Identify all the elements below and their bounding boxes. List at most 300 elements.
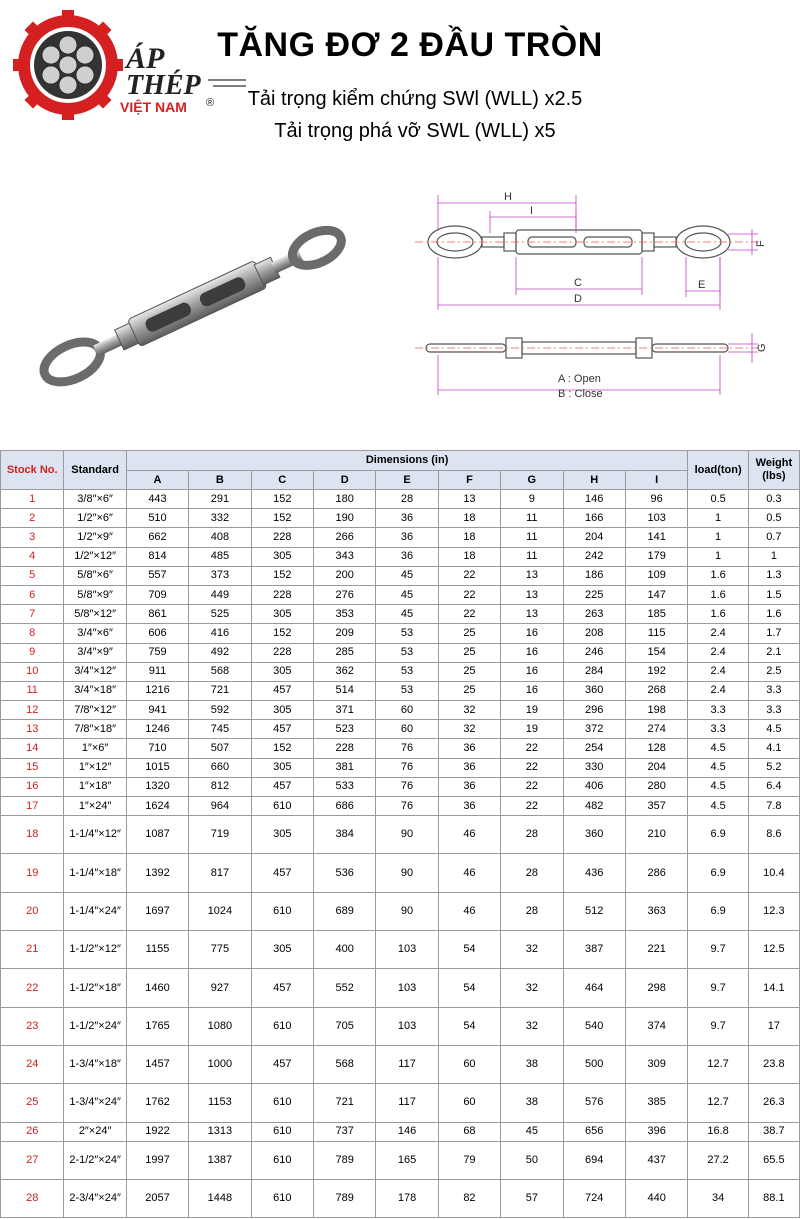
cell-dim-c: 305: [251, 701, 313, 720]
cell-dim-g: 38: [501, 1045, 563, 1083]
cell-dim-i: 363: [625, 892, 688, 930]
cell-dim-a: 1765: [126, 1007, 188, 1045]
cell-dim-f: 54: [438, 931, 500, 969]
table-row: [1, 1180, 800, 1218]
cell-weight: 2.5: [748, 662, 799, 681]
cell-dim-a: 759: [126, 643, 188, 662]
svg-text:H: H: [504, 191, 512, 203]
cell-dim-b: 775: [189, 931, 251, 969]
cell-dim-i: 103: [625, 509, 688, 528]
cell-load: 27.2: [688, 1141, 748, 1179]
cell-dim-g: 11: [501, 547, 563, 566]
cell-dim-a: 861: [126, 605, 188, 624]
header-stock-no: Stock No.: [1, 451, 64, 490]
cell-dim-a: 510: [126, 509, 188, 528]
cell-dim-e: 117: [376, 1045, 438, 1083]
cell-dim-b: 1313: [189, 1122, 251, 1141]
header-dim-a: A: [126, 471, 188, 490]
cell-dim-g: 22: [501, 797, 563, 816]
cell-dim-e: 165: [376, 1141, 438, 1179]
cell-dim-d: 228: [313, 739, 375, 758]
cell-dim-e: 53: [376, 643, 438, 662]
cell-weight: 1.6: [748, 605, 799, 624]
cell-dim-i: 204: [625, 758, 688, 777]
cell-dim-d: 514: [313, 681, 375, 700]
cell-standard: 1-3/4″×18″: [64, 1045, 126, 1083]
cell-dim-h: 436: [563, 854, 625, 892]
cell-dim-c: 152: [251, 509, 313, 528]
cell-dim-e: 76: [376, 758, 438, 777]
proof-load-note: Tải trọng kiểm chứng SWl (WLL) x2.5: [247, 88, 583, 110]
cell-dim-i: 185: [625, 605, 688, 624]
header-dimensions: Dimensions (in): [126, 451, 688, 471]
cell-dim-d: 190: [313, 509, 375, 528]
cell-dim-c: 305: [251, 662, 313, 681]
table-row: [1, 739, 800, 758]
cell-dim-c: 610: [251, 892, 313, 930]
cell-dim-h: 500: [563, 1045, 625, 1083]
cell-dim-i: 109: [625, 566, 688, 585]
cell-dim-c: 228: [251, 528, 313, 547]
cell-dim-d: 381: [313, 758, 375, 777]
cell-weight: 3.3: [748, 701, 799, 720]
cell-dim-h: 387: [563, 931, 625, 969]
cell-dim-b: 408: [189, 528, 251, 547]
cell-dim-g: 16: [501, 624, 563, 643]
cell-load: 9.7: [688, 931, 748, 969]
cell-dim-a: 1460: [126, 969, 188, 1007]
cell-dim-a: 1320: [126, 777, 188, 796]
cell-dim-c: 305: [251, 758, 313, 777]
cell-load: 1.6: [688, 605, 748, 624]
table-row: [1, 777, 800, 796]
cell-load: 34: [688, 1180, 748, 1218]
cell-dim-h: 208: [563, 624, 625, 643]
cell-standard: 2-3/4″×24″: [64, 1180, 126, 1218]
svg-text:ÁP: ÁP: [126, 42, 165, 75]
cell-stock-no: 15: [1, 758, 64, 777]
header-weight: Weight (lbs): [748, 451, 799, 490]
cell-load: 4.5: [688, 758, 748, 777]
header-dim-b: B: [189, 471, 251, 490]
cell-dim-i: 286: [625, 854, 688, 892]
cell-load: 9.7: [688, 1007, 748, 1045]
svg-text:I: I: [530, 205, 534, 217]
cell-dim-i: 309: [625, 1045, 688, 1083]
cell-standard: 1-1/4″×12″: [64, 816, 126, 854]
cell-stock-no: 5: [1, 566, 64, 585]
cell-weight: 1.7: [748, 624, 799, 643]
cell-weight: 2.1: [748, 643, 799, 662]
cell-dim-d: 523: [313, 720, 375, 739]
cell-dim-d: 371: [313, 701, 375, 720]
cell-dim-c: 305: [251, 605, 313, 624]
cell-dim-f: 22: [438, 585, 500, 604]
cell-dim-b: 1080: [189, 1007, 251, 1045]
cell-dim-a: 941: [126, 701, 188, 720]
cell-weight: 1.5: [748, 585, 799, 604]
cell-stock-no: 16: [1, 777, 64, 796]
cell-dim-d: 384: [313, 816, 375, 854]
table-row: [1, 1084, 800, 1122]
header-dim-h: H: [563, 471, 625, 490]
cell-dim-h: 296: [563, 701, 625, 720]
cell-stock-no: 10: [1, 662, 64, 681]
cell-weight: 12.5: [748, 931, 799, 969]
cell-dim-i: 96: [625, 490, 688, 509]
cell-dim-b: 373: [189, 566, 251, 585]
table-row: [1, 1122, 800, 1141]
cell-dim-a: 2057: [126, 1180, 188, 1218]
cell-dim-b: 332: [189, 509, 251, 528]
cell-dim-f: 79: [438, 1141, 500, 1179]
cell-dim-a: 1457: [126, 1045, 188, 1083]
cell-weight: 17: [748, 1007, 799, 1045]
header-load: load(ton): [688, 451, 748, 490]
cell-dim-i: 115: [625, 624, 688, 643]
cell-weight: 0.7: [748, 528, 799, 547]
cell-dim-d: 266: [313, 528, 375, 547]
cell-standard: 1″×12″: [64, 758, 126, 777]
cell-weight: 38.7: [748, 1122, 799, 1141]
cell-dim-d: 200: [313, 566, 375, 585]
cell-stock-no: 23: [1, 1007, 64, 1045]
cell-dim-a: 1922: [126, 1122, 188, 1141]
cell-dim-d: 536: [313, 854, 375, 892]
breaking-load-note: Tải trọng phá vỡ SWL (WLL) x5: [274, 120, 556, 142]
cell-load: 12.7: [688, 1084, 748, 1122]
cell-standard: 1/2″×12″: [64, 547, 126, 566]
cell-dim-d: 789: [313, 1141, 375, 1179]
cell-dim-i: 374: [625, 1007, 688, 1045]
cell-weight: 6.4: [748, 777, 799, 796]
cell-dim-g: 22: [501, 739, 563, 758]
cell-dim-h: 284: [563, 662, 625, 681]
cell-dim-h: 186: [563, 566, 625, 585]
cell-dim-c: 610: [251, 1084, 313, 1122]
cell-dim-b: 1387: [189, 1141, 251, 1179]
cell-dim-f: 32: [438, 720, 500, 739]
svg-text:D: D: [574, 293, 582, 305]
cell-standard: 7/8″×12″: [64, 701, 126, 720]
cell-dim-h: 576: [563, 1084, 625, 1122]
specification-table: [0, 450, 800, 1218]
cell-dim-c: 610: [251, 1141, 313, 1179]
cell-dim-e: 178: [376, 1180, 438, 1218]
cell-dim-b: 721: [189, 681, 251, 700]
table-row: [1, 701, 800, 720]
cell-dim-i: 298: [625, 969, 688, 1007]
cell-dim-f: 32: [438, 701, 500, 720]
cell-dim-h: 360: [563, 816, 625, 854]
cell-dim-h: 512: [563, 892, 625, 930]
cell-dim-a: 557: [126, 566, 188, 585]
cell-dim-h: 656: [563, 1122, 625, 1141]
cell-load: 2.4: [688, 681, 748, 700]
cell-load: 2.4: [688, 624, 748, 643]
table-row: [1, 681, 800, 700]
cell-dim-i: 440: [625, 1180, 688, 1218]
cell-dim-h: 540: [563, 1007, 625, 1045]
cell-standard: 1″×24″: [64, 797, 126, 816]
cell-stock-no: 22: [1, 969, 64, 1007]
cell-weight: 1.3: [748, 566, 799, 585]
cell-dim-e: 53: [376, 662, 438, 681]
cell-dim-a: 1155: [126, 931, 188, 969]
cell-weight: 26.3: [748, 1084, 799, 1122]
cell-dim-b: 492: [189, 643, 251, 662]
cell-dim-f: 60: [438, 1084, 500, 1122]
cell-dim-f: 36: [438, 739, 500, 758]
cell-dim-f: 22: [438, 605, 500, 624]
cell-dim-i: 385: [625, 1084, 688, 1122]
cell-dim-a: 911: [126, 662, 188, 681]
table-row: [1, 816, 800, 854]
cell-dim-f: 18: [438, 547, 500, 566]
cell-dim-b: 1153: [189, 1084, 251, 1122]
cell-stock-no: 12: [1, 701, 64, 720]
svg-text:C: C: [574, 277, 582, 289]
table-row: [1, 490, 800, 509]
cell-dim-f: 46: [438, 892, 500, 930]
cell-weight: 7.8: [748, 797, 799, 816]
cell-dim-b: 1000: [189, 1045, 251, 1083]
cell-load: 1: [688, 509, 748, 528]
cell-dim-d: 686: [313, 797, 375, 816]
table-row: [1, 547, 800, 566]
cell-standard: 1-1/4″×18″: [64, 854, 126, 892]
cell-dim-i: 274: [625, 720, 688, 739]
cell-dim-g: 13: [501, 566, 563, 585]
cell-dim-e: 90: [376, 854, 438, 892]
cell-dim-h: 204: [563, 528, 625, 547]
table-row: [1, 969, 800, 1007]
cell-dim-d: 400: [313, 931, 375, 969]
cell-dim-g: 45: [501, 1122, 563, 1141]
table-row: [1, 585, 800, 604]
cell-dim-g: 19: [501, 701, 563, 720]
cell-dim-b: 416: [189, 624, 251, 643]
cell-dim-b: 812: [189, 777, 251, 796]
cell-dim-a: 606: [126, 624, 188, 643]
table-row: [1, 758, 800, 777]
cell-dim-e: 60: [376, 701, 438, 720]
page-title: TĂNG ĐƠ 2 ĐẦU TRÒN: [217, 26, 603, 64]
cell-dim-b: 449: [189, 585, 251, 604]
cell-dim-a: 709: [126, 585, 188, 604]
cell-load: 12.7: [688, 1045, 748, 1083]
page-header: [0, 0, 800, 155]
cell-dim-h: 225: [563, 585, 625, 604]
cell-dim-d: 789: [313, 1180, 375, 1218]
table-row: [1, 1045, 800, 1083]
cell-dim-c: 610: [251, 1180, 313, 1218]
cell-dim-a: 1392: [126, 854, 188, 892]
cell-stock-no: 2: [1, 509, 64, 528]
cell-dim-a: 1997: [126, 1141, 188, 1179]
cell-weight: 0.3: [748, 490, 799, 509]
table-row: [1, 509, 800, 528]
cell-weight: 3.3: [748, 681, 799, 700]
cell-dim-a: 443: [126, 490, 188, 509]
cell-stock-no: 4: [1, 547, 64, 566]
cell-dim-e: 60: [376, 720, 438, 739]
cell-dim-e: 90: [376, 892, 438, 930]
cell-stock-no: 7: [1, 605, 64, 624]
cell-standard: 1″×6″: [64, 739, 126, 758]
cell-dim-d: 552: [313, 969, 375, 1007]
cell-dim-a: 1624: [126, 797, 188, 816]
cell-dim-f: 36: [438, 777, 500, 796]
table-row: [1, 1141, 800, 1179]
cell-standard: 1-3/4″×24″: [64, 1084, 126, 1122]
cell-dim-f: 18: [438, 528, 500, 547]
cell-load: 6.9: [688, 816, 748, 854]
cell-stock-no: 8: [1, 624, 64, 643]
cell-dim-h: 406: [563, 777, 625, 796]
dimension-drawing: [410, 185, 795, 405]
cell-stock-no: 26: [1, 1122, 64, 1141]
cell-stock-no: 17: [1, 797, 64, 816]
cell-dim-e: 103: [376, 969, 438, 1007]
cell-stock-no: 3: [1, 528, 64, 547]
svg-text:G: G: [756, 343, 768, 352]
cell-dim-i: 221: [625, 931, 688, 969]
cell-dim-g: 22: [501, 758, 563, 777]
cell-dim-h: 482: [563, 797, 625, 816]
cell-dim-g: 28: [501, 854, 563, 892]
cell-dim-a: 1087: [126, 816, 188, 854]
cell-dim-e: 76: [376, 797, 438, 816]
cell-dim-e: 36: [376, 547, 438, 566]
cell-load: 6.9: [688, 854, 748, 892]
cell-dim-i: 179: [625, 547, 688, 566]
cell-dim-d: 180: [313, 490, 375, 509]
cell-load: 1: [688, 547, 748, 566]
cell-dim-e: 76: [376, 777, 438, 796]
cell-standard: 7/8″×18″: [64, 720, 126, 739]
cell-dim-g: 19: [501, 720, 563, 739]
cell-weight: 88.1: [748, 1180, 799, 1218]
cell-dim-c: 610: [251, 1122, 313, 1141]
cell-dim-f: 25: [438, 624, 500, 643]
cell-dim-e: 146: [376, 1122, 438, 1141]
table-row: [1, 605, 800, 624]
cell-dim-f: 25: [438, 662, 500, 681]
cell-weight: 14.1: [748, 969, 799, 1007]
cell-standard: 5/8″×6″: [64, 566, 126, 585]
cell-dim-b: 1448: [189, 1180, 251, 1218]
cell-dim-c: 152: [251, 624, 313, 643]
cell-standard: 1-1/4″×24″: [64, 892, 126, 930]
cell-dim-c: 457: [251, 720, 313, 739]
cell-dim-g: 13: [501, 585, 563, 604]
cell-dim-a: 662: [126, 528, 188, 547]
cell-standard: 1/2″×9″: [64, 528, 126, 547]
cell-load: 4.5: [688, 777, 748, 796]
cell-dim-h: 724: [563, 1180, 625, 1218]
cell-dim-f: 46: [438, 854, 500, 892]
cell-dim-g: 16: [501, 643, 563, 662]
cell-dim-i: 210: [625, 816, 688, 854]
table-row: [1, 797, 800, 816]
cell-dim-b: 964: [189, 797, 251, 816]
cell-dim-h: 330: [563, 758, 625, 777]
cell-dim-g: 38: [501, 1084, 563, 1122]
cell-dim-e: 76: [376, 739, 438, 758]
cell-dim-f: 18: [438, 509, 500, 528]
header-dim-i: I: [625, 471, 688, 490]
cell-dim-i: 147: [625, 585, 688, 604]
cell-dim-d: 568: [313, 1045, 375, 1083]
cell-dim-c: 457: [251, 777, 313, 796]
cell-dim-c: 305: [251, 816, 313, 854]
cell-dim-a: 1246: [126, 720, 188, 739]
cell-dim-e: 103: [376, 1007, 438, 1045]
cell-dim-d: 362: [313, 662, 375, 681]
cell-dim-b: 568: [189, 662, 251, 681]
cell-stock-no: 11: [1, 681, 64, 700]
cell-dim-i: 357: [625, 797, 688, 816]
cell-dim-i: 280: [625, 777, 688, 796]
cell-stock-no: 19: [1, 854, 64, 892]
cell-dim-g: 50: [501, 1141, 563, 1179]
cell-dim-a: 1697: [126, 892, 188, 930]
cell-dim-h: 146: [563, 490, 625, 509]
cell-dim-h: 254: [563, 739, 625, 758]
cell-dim-i: 141: [625, 528, 688, 547]
cell-dim-b: 719: [189, 816, 251, 854]
turnbuckle-photo: [20, 200, 360, 415]
cell-dim-b: 485: [189, 547, 251, 566]
svg-text:THÉP: THÉP: [126, 70, 201, 101]
cell-dim-i: 192: [625, 662, 688, 681]
cell-dim-b: 592: [189, 701, 251, 720]
cell-dim-b: 1024: [189, 892, 251, 930]
cell-load: 4.5: [688, 739, 748, 758]
cell-weight: 4.1: [748, 739, 799, 758]
cell-stock-no: 24: [1, 1045, 64, 1083]
cell-weight: 0.5: [748, 509, 799, 528]
cell-stock-no: 18: [1, 816, 64, 854]
cell-dim-b: 507: [189, 739, 251, 758]
cell-standard: 1″×18″: [64, 777, 126, 796]
cell-load: 2.4: [688, 643, 748, 662]
cell-dim-h: 242: [563, 547, 625, 566]
cell-load: 3.3: [688, 701, 748, 720]
header-dim-c: C: [251, 471, 313, 490]
cell-dim-c: 228: [251, 643, 313, 662]
note-close: B : Close: [558, 388, 603, 400]
table-row: [1, 892, 800, 930]
cell-dim-c: 305: [251, 931, 313, 969]
cell-dim-d: 721: [313, 1084, 375, 1122]
cell-dim-f: 68: [438, 1122, 500, 1141]
table-row: [1, 566, 800, 585]
cell-dim-g: 16: [501, 662, 563, 681]
cell-dim-g: 28: [501, 892, 563, 930]
cell-dim-a: 814: [126, 547, 188, 566]
cell-dim-i: 437: [625, 1141, 688, 1179]
cell-dim-b: 817: [189, 854, 251, 892]
table-row: [1, 624, 800, 643]
cell-dim-e: 90: [376, 816, 438, 854]
cell-load: 0.5: [688, 490, 748, 509]
cell-standard: 1-1/2″×18″: [64, 969, 126, 1007]
cell-dim-e: 36: [376, 509, 438, 528]
cell-dim-d: 343: [313, 547, 375, 566]
cell-stock-no: 20: [1, 892, 64, 930]
